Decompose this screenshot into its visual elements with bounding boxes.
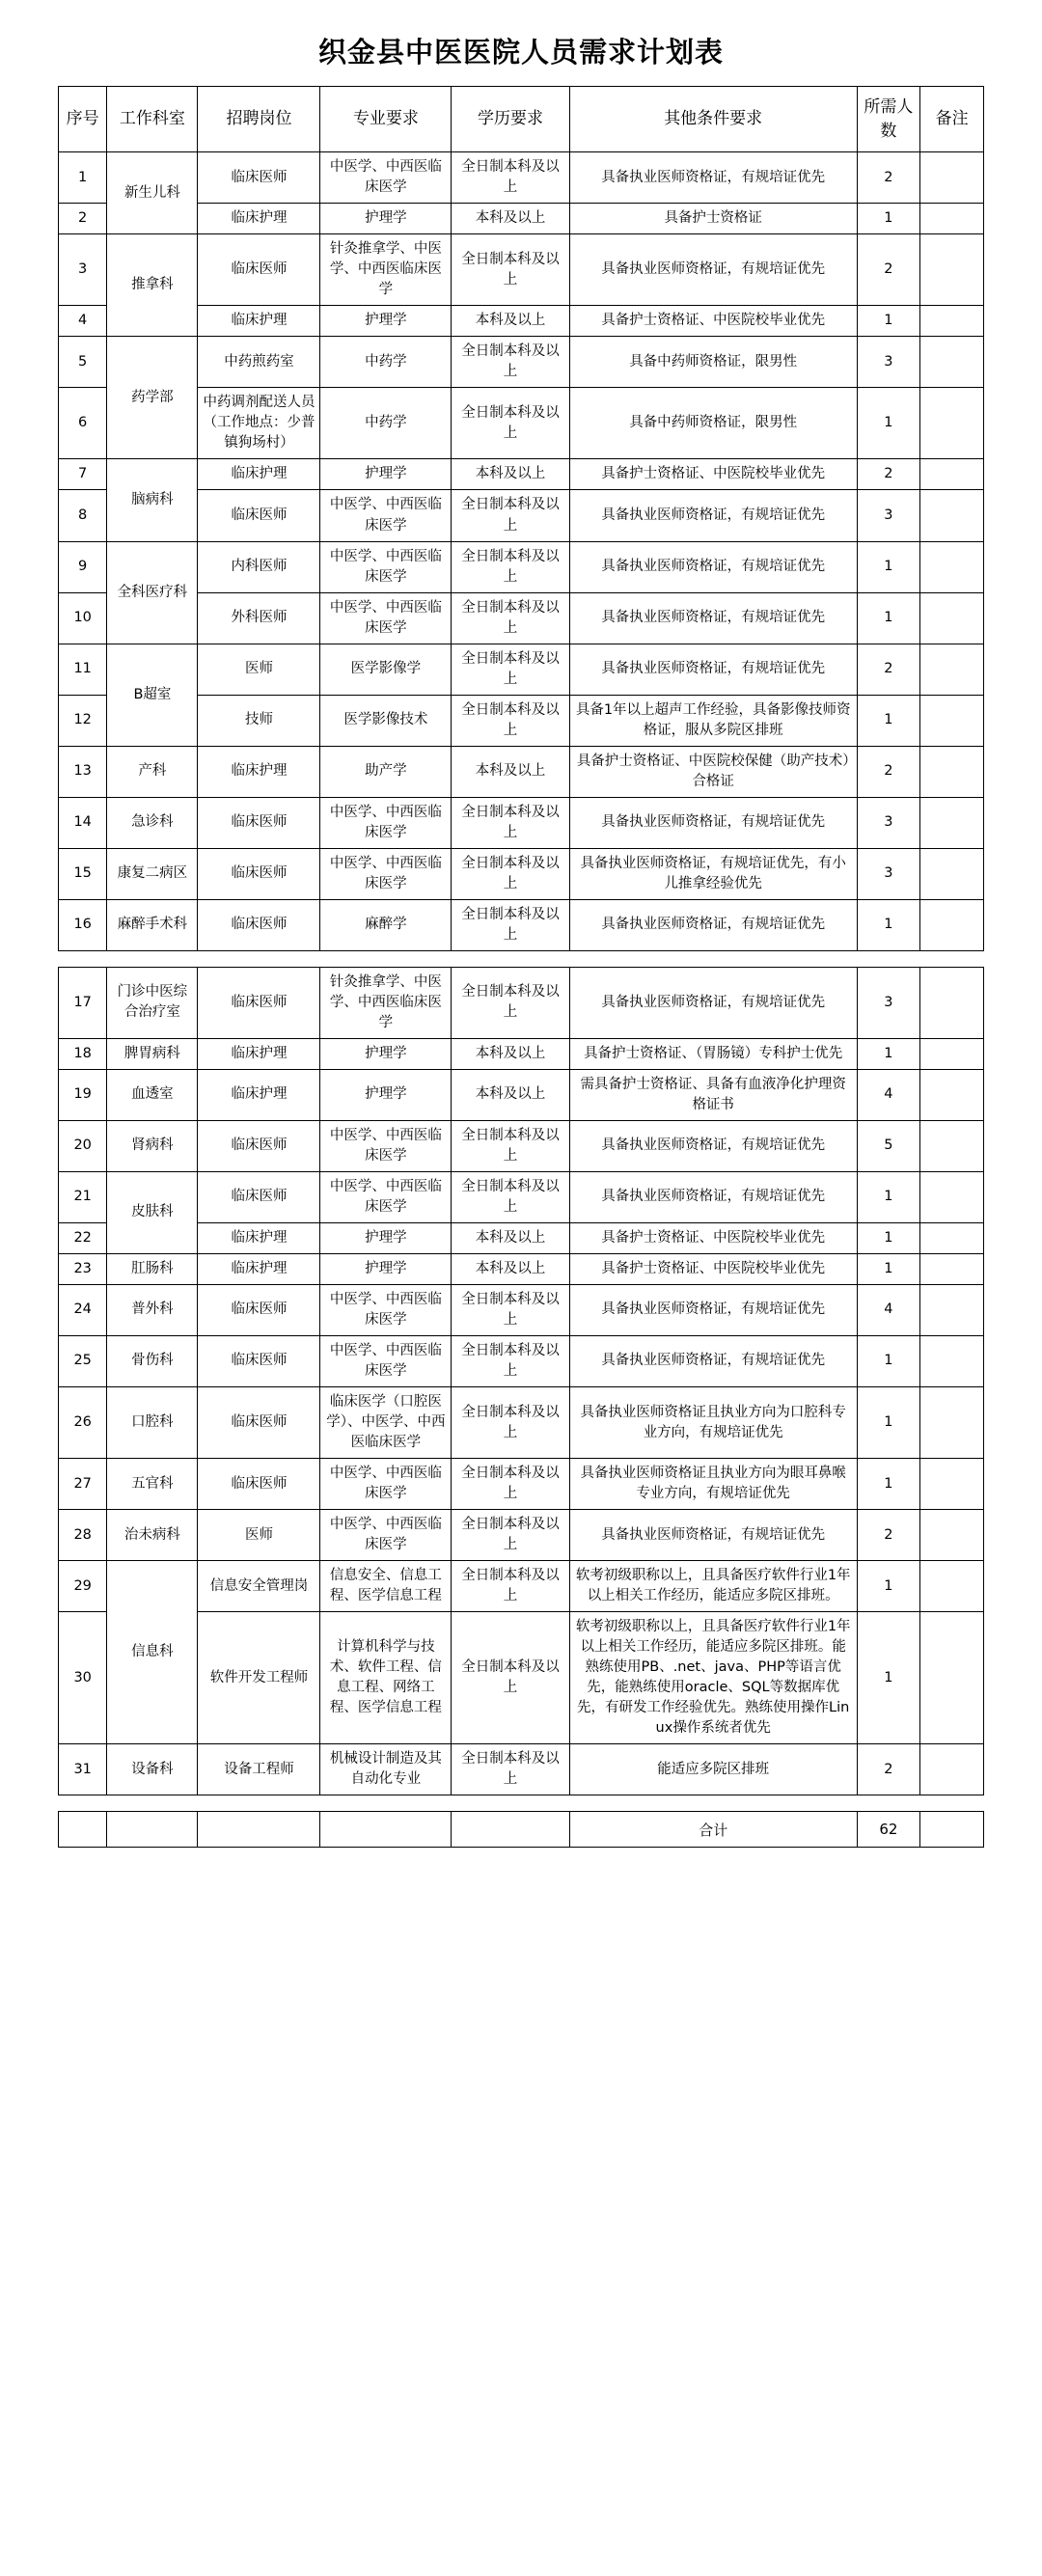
cell-note (920, 1171, 984, 1222)
cell-post: 临床医师 (198, 797, 320, 848)
cell-department: 肛肠科 (107, 1253, 198, 1284)
total-row (59, 1812, 984, 1848)
column-header-seq: 序号 (59, 87, 107, 152)
total-blank-post (198, 1812, 320, 1848)
cell-major: 信息安全、信息工程、医学信息工程 (320, 1561, 452, 1612)
cell-major: 中药学 (320, 388, 452, 459)
cell-education: 本科及以上 (452, 204, 570, 234)
cell-post: 软件开发工程师 (198, 1612, 320, 1744)
cell-education: 本科及以上 (452, 1253, 570, 1284)
cell-post: 临床医师 (198, 1459, 320, 1510)
cell-seq: 17 (59, 967, 107, 1038)
cell-note (920, 1222, 984, 1253)
cell-major: 中医学、中西医临床医学 (320, 1120, 452, 1171)
cell-headcount: 1 (857, 592, 920, 644)
cell-department: 新生儿科 (107, 152, 198, 234)
table-row (59, 1120, 984, 1171)
cell-other-requirements: 具备执业医师资格证，有规培证优先 (569, 1120, 857, 1171)
cell-headcount: 3 (857, 797, 920, 848)
cell-major: 针灸推拿学、中医学、中西医临床医学 (320, 234, 452, 306)
cell-headcount: 3 (857, 490, 920, 541)
cell-note (920, 204, 984, 234)
cell-department: 脾胃病科 (107, 1038, 198, 1069)
cell-seq: 25 (59, 1335, 107, 1386)
cell-headcount: 5 (857, 1120, 920, 1171)
column-header-headcount: 所需人数 (857, 87, 920, 152)
cell-major: 中医学、中西医临床医学 (320, 1284, 452, 1335)
table-row (59, 234, 984, 306)
cell-seq: 26 (59, 1387, 107, 1459)
total-blank-major (320, 1812, 452, 1848)
cell-headcount: 1 (857, 899, 920, 950)
cell-education: 本科及以上 (452, 746, 570, 797)
cell-major: 麻醉学 (320, 899, 452, 950)
cell-other-requirements: 具备执业医师资格证，有规培证优先 (569, 1510, 857, 1561)
cell-other-requirements: 具备执业医师资格证且执业方向为口腔科专业方向，有规培证优先 (569, 1387, 857, 1459)
cell-education: 全日制本科及以上 (452, 592, 570, 644)
cell-post: 临床医师 (198, 899, 320, 950)
cell-headcount: 1 (857, 1459, 920, 1510)
cell-department: 药学部 (107, 337, 198, 459)
cell-education: 全日制本科及以上 (452, 848, 570, 899)
table-header (59, 87, 984, 152)
column-header-education: 学历要求 (452, 87, 570, 152)
cell-post: 临床医师 (198, 848, 320, 899)
cell-department: B超室 (107, 644, 198, 746)
cell-other-requirements: 具备执业医师资格证且执业方向为眼耳鼻喉专业方向，有规培证优先 (569, 1459, 857, 1510)
cell-post: 临床护理 (198, 1038, 320, 1069)
cell-headcount: 1 (857, 1038, 920, 1069)
table-row (59, 337, 984, 388)
cell-other-requirements: 具备护士资格证、（胃肠镜）专科护士优先 (569, 1038, 857, 1069)
cell-headcount: 2 (857, 746, 920, 797)
cell-major: 中医学、中西医临床医学 (320, 490, 452, 541)
cell-seq: 1 (59, 152, 107, 204)
cell-seq: 28 (59, 1510, 107, 1561)
cell-headcount: 1 (857, 1561, 920, 1612)
page-title: 织金县中医医院人员需求计划表 (317, 36, 724, 69)
cell-seq: 15 (59, 848, 107, 899)
column-header-major: 专业要求 (320, 87, 452, 152)
cell-seq: 27 (59, 1459, 107, 1510)
cell-department: 五官科 (107, 1459, 198, 1510)
cell-headcount: 1 (857, 1612, 920, 1744)
cell-major: 护理学 (320, 1038, 452, 1069)
cell-education: 全日制本科及以上 (452, 797, 570, 848)
cell-other-requirements: 具备护士资格证 (569, 204, 857, 234)
cell-other-requirements: 具备护士资格证、中医院校保健（助产技术）合格证 (569, 746, 857, 797)
cell-headcount: 3 (857, 848, 920, 899)
cell-major: 中药学 (320, 337, 452, 388)
cell-major: 护理学 (320, 1253, 452, 1284)
cell-major: 机械设计制造及其自动化专业 (320, 1744, 452, 1795)
cell-headcount: 3 (857, 967, 920, 1038)
cell-seq: 11 (59, 644, 107, 695)
cell-post: 临床医师 (198, 1335, 320, 1386)
cell-seq: 22 (59, 1222, 107, 1253)
cell-other-requirements: 具备执业医师资格证，有规培证优先 (569, 490, 857, 541)
table-row (59, 899, 984, 950)
cell-department: 治未病科 (107, 1510, 198, 1561)
cell-education: 全日制本科及以上 (452, 1459, 570, 1510)
table-body-part2 (59, 967, 984, 1795)
table-row (59, 967, 984, 1038)
cell-seq: 18 (59, 1038, 107, 1069)
cell-education: 全日制本科及以上 (452, 1171, 570, 1222)
table-body-part1 (59, 152, 984, 950)
column-header-post: 招聘岗位 (198, 87, 320, 152)
cell-seq: 8 (59, 490, 107, 541)
cell-post: 临床护理 (198, 1253, 320, 1284)
cell-education: 全日制本科及以上 (452, 490, 570, 541)
total-table (58, 1811, 984, 1848)
table-row (59, 695, 984, 746)
cell-other-requirements: 具备执业医师资格证，有规培证优先 (569, 592, 857, 644)
table-row (59, 1387, 984, 1459)
cell-other-requirements: 具备中药师资格证，限男性 (569, 388, 857, 459)
cell-headcount: 4 (857, 1069, 920, 1120)
cell-education: 本科及以上 (452, 1069, 570, 1120)
table-row (59, 1038, 984, 1069)
cell-seq: 4 (59, 306, 107, 337)
cell-headcount: 2 (857, 234, 920, 306)
cell-department: 康复二病区 (107, 848, 198, 899)
cell-other-requirements: 能适应多院区排班 (569, 1744, 857, 1795)
table-row (59, 1744, 984, 1795)
column-header-other-requirements: 其他条件要求 (569, 87, 857, 152)
cell-seq: 21 (59, 1171, 107, 1222)
cell-education: 全日制本科及以上 (452, 967, 570, 1038)
cell-education: 全日制本科及以上 (452, 899, 570, 950)
cell-seq: 9 (59, 541, 107, 592)
table-section-gap (56, 951, 986, 967)
cell-education: 全日制本科及以上 (452, 234, 570, 306)
cell-major: 护理学 (320, 306, 452, 337)
cell-headcount: 1 (857, 1335, 920, 1386)
cell-note (920, 459, 984, 490)
cell-note (920, 1612, 984, 1744)
cell-seq: 23 (59, 1253, 107, 1284)
cell-headcount: 1 (857, 541, 920, 592)
cell-major: 中医学、中西医临床医学 (320, 1335, 452, 1386)
recruitment-plan-table-part1 (58, 86, 984, 951)
cell-education: 全日制本科及以上 (452, 644, 570, 695)
table-row (59, 1510, 984, 1561)
cell-seq: 30 (59, 1612, 107, 1744)
cell-note (920, 1744, 984, 1795)
cell-headcount: 1 (857, 695, 920, 746)
cell-seq: 20 (59, 1120, 107, 1171)
cell-note (920, 388, 984, 459)
cell-other-requirements: 具备执业医师资格证，有规培证优先 (569, 797, 857, 848)
cell-major: 助产学 (320, 746, 452, 797)
cell-headcount: 2 (857, 1510, 920, 1561)
cell-other-requirements: 具备护士资格证、中医院校毕业优先 (569, 1253, 857, 1284)
cell-post: 临床医师 (198, 1120, 320, 1171)
cell-seq: 31 (59, 1744, 107, 1795)
cell-note (920, 1387, 984, 1459)
cell-note (920, 899, 984, 950)
cell-note (920, 1335, 984, 1386)
cell-post: 临床护理 (198, 204, 320, 234)
cell-note (920, 1510, 984, 1561)
table-row (59, 1253, 984, 1284)
cell-education: 全日制本科及以上 (452, 1744, 570, 1795)
cell-note (920, 1069, 984, 1120)
cell-post: 临床医师 (198, 1284, 320, 1335)
cell-education: 全日制本科及以上 (452, 1284, 570, 1335)
cell-headcount: 2 (857, 1744, 920, 1795)
cell-headcount: 1 (857, 306, 920, 337)
cell-post: 临床护理 (198, 306, 320, 337)
cell-seq: 24 (59, 1284, 107, 1335)
cell-other-requirements: 具备执业医师资格证，有规培证优先 (569, 1335, 857, 1386)
cell-note (920, 1038, 984, 1069)
cell-department: 推拿科 (107, 234, 198, 337)
table-row (59, 490, 984, 541)
cell-major: 中医学、中西医临床医学 (320, 541, 452, 592)
cell-department: 产科 (107, 746, 198, 797)
cell-department: 设备科 (107, 1744, 198, 1795)
cell-department: 全科医疗科 (107, 541, 198, 644)
cell-headcount: 4 (857, 1284, 920, 1335)
cell-education: 全日制本科及以上 (452, 1561, 570, 1612)
table-row (59, 1335, 984, 1386)
cell-post: 中药调剂配送人员（工作地点：少普镇狗场村） (198, 388, 320, 459)
cell-seq: 16 (59, 899, 107, 950)
table-row (59, 541, 984, 592)
cell-post: 设备工程师 (198, 1744, 320, 1795)
cell-headcount: 2 (857, 152, 920, 204)
cell-major: 护理学 (320, 459, 452, 490)
table-row (59, 1561, 984, 1612)
cell-major: 针灸推拿学、中医学、中西医临床医学 (320, 967, 452, 1038)
cell-department: 血透室 (107, 1069, 198, 1120)
cell-headcount: 1 (857, 1387, 920, 1459)
cell-headcount: 1 (857, 388, 920, 459)
cell-post: 医师 (198, 1510, 320, 1561)
table-row (59, 306, 984, 337)
cell-note (920, 644, 984, 695)
total-blank-seq (59, 1812, 107, 1848)
cell-note (920, 234, 984, 306)
cell-major: 中医学、中西医临床医学 (320, 797, 452, 848)
cell-major: 中医学、中西医临床医学 (320, 152, 452, 204)
column-header-note: 备注 (920, 87, 984, 152)
cell-education: 本科及以上 (452, 459, 570, 490)
cell-other-requirements: 具备执业医师资格证，有规培证优先 (569, 541, 857, 592)
table-row (59, 592, 984, 644)
table-row (59, 152, 984, 204)
cell-other-requirements: 具备中药师资格证，限男性 (569, 337, 857, 388)
cell-department: 口腔科 (107, 1387, 198, 1459)
cell-education: 全日制本科及以上 (452, 695, 570, 746)
cell-note (920, 746, 984, 797)
cell-department: 急诊科 (107, 797, 198, 848)
cell-other-requirements: 具备执业医师资格证，有规培证优先 (569, 1171, 857, 1222)
cell-other-requirements: 软考初级职称以上，且具备医疗软件行业1年以上相关工作经历，能适应多院区排班。能熟练使用PB、.net、java、PHP等语言优先，能熟练使用oracle、SQL等数据库优先，有研发工作经验优先。熟练使用操作Linux操作系统者优先 (569, 1612, 857, 1744)
cell-major: 医学影像技术 (320, 695, 452, 746)
cell-education: 全日制本科及以上 (452, 337, 570, 388)
cell-note (920, 1561, 984, 1612)
total-value: 62 (857, 1812, 920, 1848)
cell-post: 临床护理 (198, 746, 320, 797)
cell-other-requirements: 需具备护士资格证、具备有血液净化护理资格证书 (569, 1069, 857, 1120)
cell-seq: 2 (59, 204, 107, 234)
cell-post: 临床医师 (198, 1171, 320, 1222)
cell-department: 信息科 (107, 1561, 198, 1744)
cell-major: 护理学 (320, 1069, 452, 1120)
cell-post: 技师 (198, 695, 320, 746)
cell-headcount: 1 (857, 1253, 920, 1284)
cell-seq: 7 (59, 459, 107, 490)
cell-education: 本科及以上 (452, 1038, 570, 1069)
table-row (59, 204, 984, 234)
table-row (59, 388, 984, 459)
cell-department: 门诊中医综合治疗室 (107, 967, 198, 1038)
cell-post: 中药煎药室 (198, 337, 320, 388)
cell-post: 外科医师 (198, 592, 320, 644)
cell-department: 普外科 (107, 1284, 198, 1335)
cell-note (920, 152, 984, 204)
table-row (59, 1069, 984, 1120)
cell-education: 全日制本科及以上 (452, 1510, 570, 1561)
cell-post: 临床医师 (198, 967, 320, 1038)
cell-seq: 10 (59, 592, 107, 644)
cell-headcount: 1 (857, 1171, 920, 1222)
cell-note (920, 490, 984, 541)
cell-education: 全日制本科及以上 (452, 1387, 570, 1459)
cell-department: 脑病科 (107, 459, 198, 541)
cell-other-requirements: 具备执业医师资格证，有规培证优先 (569, 234, 857, 306)
cell-seq: 3 (59, 234, 107, 306)
cell-post: 医师 (198, 644, 320, 695)
cell-major: 中医学、中西医临床医学 (320, 592, 452, 644)
cell-note (920, 592, 984, 644)
cell-post: 临床护理 (198, 459, 320, 490)
cell-other-requirements: 具备执业医师资格证，有规培证优先 (569, 644, 857, 695)
cell-education: 全日制本科及以上 (452, 1612, 570, 1744)
cell-department: 皮肤科 (107, 1171, 198, 1253)
cell-other-requirements: 具备执业医师资格证，有规培证优先 (569, 1284, 857, 1335)
table-row (59, 797, 984, 848)
cell-education: 本科及以上 (452, 306, 570, 337)
cell-major: 中医学、中西医临床医学 (320, 1459, 452, 1510)
cell-education: 本科及以上 (452, 1222, 570, 1253)
total-label: 合计 (569, 1812, 857, 1848)
table-row (59, 644, 984, 695)
cell-seq: 29 (59, 1561, 107, 1612)
cell-other-requirements: 具备执业医师资格证，有规培证优先 (569, 152, 857, 204)
cell-major: 护理学 (320, 204, 452, 234)
cell-headcount: 2 (857, 644, 920, 695)
cell-major: 中医学、中西医临床医学 (320, 848, 452, 899)
table-row (59, 1459, 984, 1510)
recruitment-plan-table-part2 (58, 967, 984, 1796)
cell-note (920, 1284, 984, 1335)
cell-post: 临床医师 (198, 234, 320, 306)
cell-note (920, 848, 984, 899)
cell-seq: 19 (59, 1069, 107, 1120)
cell-other-requirements: 具备执业医师资格证，有规培证优先 (569, 899, 857, 950)
cell-note (920, 695, 984, 746)
cell-headcount: 3 (857, 337, 920, 388)
cell-note (920, 967, 984, 1038)
cell-note (920, 797, 984, 848)
cell-note (920, 306, 984, 337)
cell-major: 计算机科学与技术、软件工程、信息工程、网络工程、医学信息工程 (320, 1612, 452, 1744)
cell-other-requirements: 具备1年以上超声工作经验，具备影像技师资格证，服从多院区排班 (569, 695, 857, 746)
cell-other-requirements: 具备执业医师资格证，有规培证优先，有小儿推拿经验优先 (569, 848, 857, 899)
table-row (59, 1222, 984, 1253)
cell-education: 全日制本科及以上 (452, 1335, 570, 1386)
cell-note (920, 1120, 984, 1171)
table-row (59, 746, 984, 797)
cell-note (920, 1253, 984, 1284)
total-blank-dept (107, 1812, 198, 1848)
cell-other-requirements: 具备护士资格证、中医院校毕业优先 (569, 1222, 857, 1253)
cell-education: 全日制本科及以上 (452, 541, 570, 592)
cell-other-requirements: 具备执业医师资格证，有规培证优先 (569, 967, 857, 1038)
cell-note (920, 541, 984, 592)
cell-education: 全日制本科及以上 (452, 152, 570, 204)
cell-post: 临床护理 (198, 1222, 320, 1253)
total-blank-note (920, 1812, 984, 1848)
cell-other-requirements: 具备护士资格证、中医院校毕业优先 (569, 459, 857, 490)
table-row (59, 848, 984, 899)
table-row (59, 1171, 984, 1222)
cell-seq: 14 (59, 797, 107, 848)
cell-headcount: 1 (857, 204, 920, 234)
cell-seq: 6 (59, 388, 107, 459)
cell-headcount: 2 (857, 459, 920, 490)
column-header-dept: 工作科室 (107, 87, 198, 152)
total-blank-edu (452, 1812, 570, 1848)
cell-headcount: 1 (857, 1222, 920, 1253)
cell-post: 临床医师 (198, 152, 320, 204)
cell-department: 麻醉手术科 (107, 899, 198, 950)
cell-major: 护理学 (320, 1222, 452, 1253)
cell-other-requirements: 软考初级职称以上，且具备医疗软件行业1年以上相关工作经历，能适应多院区排班。 (569, 1561, 857, 1612)
table-row (59, 1612, 984, 1744)
cell-education: 全日制本科及以上 (452, 1120, 570, 1171)
cell-major: 医学影像学 (320, 644, 452, 695)
cell-major: 中医学、中西医临床医学 (320, 1510, 452, 1561)
cell-major: 中医学、中西医临床医学 (320, 1171, 452, 1222)
cell-post: 内科医师 (198, 541, 320, 592)
cell-other-requirements: 具备护士资格证、中医院校毕业优先 (569, 306, 857, 337)
cell-note (920, 1459, 984, 1510)
table-row (59, 459, 984, 490)
cell-department: 肾病科 (107, 1120, 198, 1171)
cell-seq: 5 (59, 337, 107, 388)
cell-education: 全日制本科及以上 (452, 388, 570, 459)
cell-major: 临床医学（口腔医学）、中医学、中西医临床医学 (320, 1387, 452, 1459)
cell-seq: 12 (59, 695, 107, 746)
cell-note (920, 337, 984, 388)
cell-post: 信息安全管理岗 (198, 1561, 320, 1612)
cell-post: 临床医师 (198, 1387, 320, 1459)
cell-seq: 13 (59, 746, 107, 797)
cell-post: 临床护理 (198, 1069, 320, 1120)
cell-department: 骨伤科 (107, 1335, 198, 1386)
table-header-row (59, 87, 984, 152)
cell-post: 临床医师 (198, 490, 320, 541)
table-row (59, 1284, 984, 1335)
